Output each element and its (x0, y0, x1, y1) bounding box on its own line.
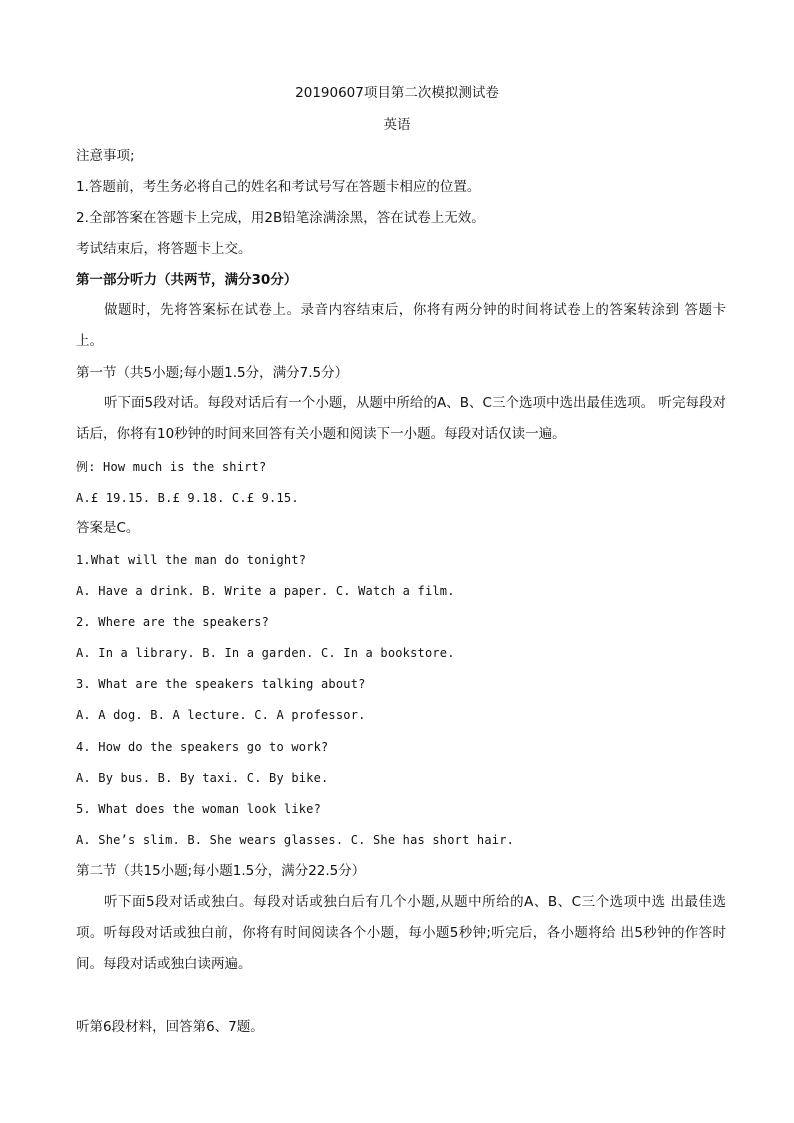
section2-heading: 第二节（共15小题;每小题1.5分，满分22.5分） (76, 863, 366, 879)
question-2: 2. Where are the speakers? (76, 615, 270, 629)
question-2-options: A. In a library. B. In a garden. C. In a bookstore. (76, 646, 455, 660)
notice-heading: 注意事项; (76, 148, 135, 164)
section2-instructions: 听下面5段对话或独白。每段对话或独白后有几个小题,从题中所给的A、B、C三个选项中选 出最佳选项。听每段对话或独白前，你将有时间阅读各个小题，每小题5秒钟;听完后，各小题将给 出5秒钟的作答时间。每段对话或独白读两遍。 (76, 894, 726, 972)
example-answer: 答案是C。 (76, 520, 140, 536)
question-1: 1.What will the man do tonight? (76, 553, 307, 567)
notice-item-1: 1.答题前，考生务必将自己的姓名和考试号写在答题卡相应的位置。 (76, 179, 481, 195)
section1-heading: 第一节（共5小题;每小题1.5分，满分7.5分） (76, 365, 349, 381)
notice-item-3: 考试结束后，将答题卡上交。 (76, 241, 252, 257)
example-options: A.£ 19.15. B.£ 9.18. C.£ 9.15. (76, 491, 299, 505)
exam-title: 20190607项目第二次模拟测试卷 (295, 85, 499, 101)
example-question: 例: How much is the shirt? (76, 460, 267, 474)
part1-instructions: 做题时，先将答案标在试卷上。录音内容结束后，你将有两分钟的时间将试卷上的答案转涂到 答题卡上。 (76, 302, 726, 349)
question-4-options: A. By bus. B. By taxi. C. By bike. (76, 771, 329, 785)
question-5-options: A. She’s slim. B. She wears glasses. C. She has short hair. (76, 833, 515, 847)
section1-instructions: 听下面5段对话。每段对话后有一个小题，从题中所给的A、B、C三个选项中选出最佳选项。 听完每段对话后，你将有10秒钟的时间来回答有关小题和阅读下一小题。每段对话仅读一遍。 (76, 395, 726, 442)
subject-title: 英语 (383, 117, 411, 133)
question-4: 4. How do the speakers go to work? (76, 740, 329, 754)
section2-material: 听第6段材料，回答第6、7题。 (76, 1019, 264, 1035)
question-1-options: A. Have a drink. B. Write a paper. C. Watch a film. (76, 584, 455, 598)
question-3-options: A. A dog. B. A lecture. C. A professor. (76, 708, 366, 722)
part1-heading: 第一部分听力（共两节，满分30分） (76, 272, 298, 288)
question-5: 5. What does the woman look like? (76, 802, 322, 816)
question-3: 3. What are the speakers talking about? (76, 677, 366, 691)
notice-item-2: 2.全部答案在答题卡上完成，用2B铅笔涂满涂黑，答在试卷上无效。 (76, 210, 485, 226)
